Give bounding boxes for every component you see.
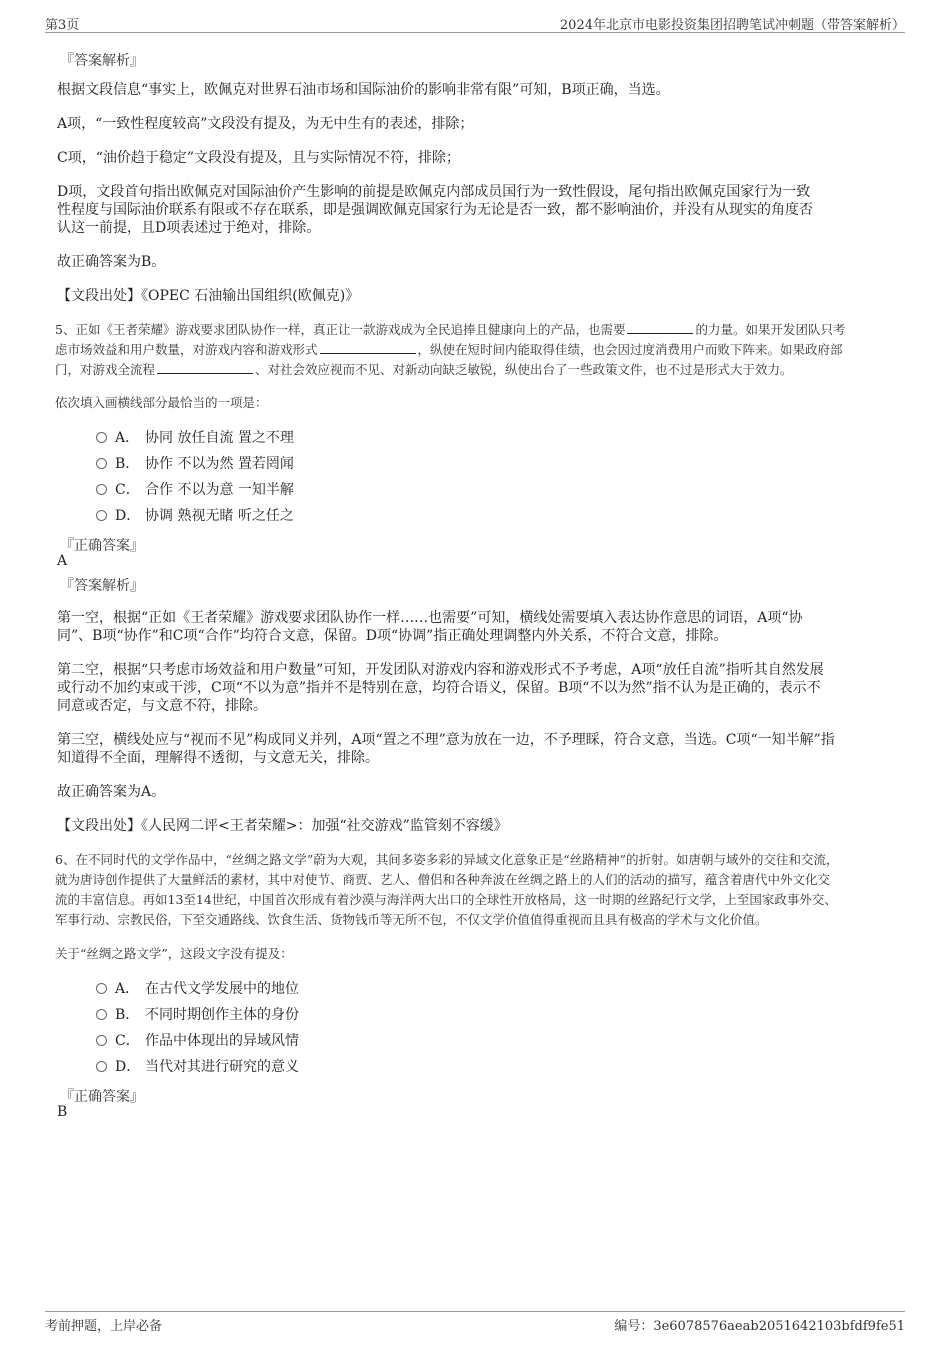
analysis-paragraph: 第一空，根据“正如《王者荣耀》游戏要求团队协作一样……也需要”可知，横线处需要填入表达协作意思的词语，A项“协 <box>57 610 803 626</box>
question-prompt: 关于“丝绸之路文学”，这段文字没有提及： <box>55 946 293 961</box>
analysis-label: 『答案解析』 <box>60 578 144 594</box>
option-b[interactable]: B． 不同时期创作主体的身份 <box>96 1003 299 1027</box>
question-prompt: 依次填入画横线部分最恰当的一项是： <box>55 395 268 410</box>
question-stem: 门，对游戏全流程 、对社会效应视而不见、对新动向缺乏敏锐，纵使出台了一些政策文件，也不过是形式大于效力。 <box>55 359 793 380</box>
option-a[interactable]: A． 协同 放任自流 置之不理 <box>96 426 294 450</box>
analysis-paragraph: 性程度与国际油价联系有限或不存在联系，即是强调欧佩克国家行为无论是否一致，都不影响油价，并没有从现实的角度否 <box>57 202 813 218</box>
question-stem: 5、正如《王者荣耀》游戏要求团队协作一样，真正让一款游戏成为全民追捧且健康向上的产品，也需要 的力量。如果开发团队只考 <box>55 319 845 340</box>
conclusion: 故正确答案为A。 <box>57 784 166 800</box>
option-c[interactable]: C． 作品中体现出的异域风情 <box>96 1029 299 1053</box>
option-a[interactable]: A． 在古代文学发展中的地位 <box>96 977 299 1001</box>
page-header <box>45 12 905 33</box>
answer-label: 『正确答案』 <box>60 538 144 554</box>
analysis-paragraph: 知道得不全面，理解得不透彻，与文意无关，排除。 <box>57 750 379 766</box>
option-d[interactable]: D． 协调 熟视无睹 听之任之 <box>96 504 294 528</box>
correct-answer: A <box>57 553 68 569</box>
radio-icon[interactable] <box>96 458 107 469</box>
source-citation: 【文段出处】《人民网二评<王者荣耀>：加强“社交游戏”监管刻不容缓》 <box>57 818 508 834</box>
radio-icon[interactable] <box>96 1009 107 1020</box>
radio-icon[interactable] <box>96 510 107 521</box>
analysis-paragraph: 根据文段信息“事实上，欧佩克对世界石油市场和国际油价的影响非常有限”可知，B项正确，当选。 <box>57 82 670 98</box>
analysis-paragraph: 或行动不加约束或干涉，C项“不以为意”指并不是特别在意，均符合语义，保留。B项“不以为然”指不认为是正确的，表示不 <box>57 680 821 696</box>
analysis-label: 『答案解析』 <box>60 53 144 69</box>
radio-icon[interactable] <box>96 983 107 994</box>
fill-blank <box>320 339 416 354</box>
analysis-paragraph: 第三空，横线处应与“视而不见”构成同义并列，A项“置之不理”意为放在一边，不予理睬，符合文意，当选。C项“一知半解”指 <box>57 732 835 748</box>
fill-blank <box>627 319 693 334</box>
answer-label: 『正确答案』 <box>60 1089 144 1105</box>
question-stem: 6、在不同时代的文学作品中，“丝绸之路文学”蔚为大观，其间多姿多彩的异域文化意象正是“丝路精神”的折射。如唐朝与域外的交往和交流， <box>55 852 839 867</box>
document-title: 2024年北京市电影投资集团招聘笔试冲刺题（带答案解析） <box>559 18 905 33</box>
analysis-paragraph: D项，文段首句指出欧佩克对国际油价产生影响的前提是欧佩克内部成员国行为一致性假设，尾句指出欧佩克国家行为一致 <box>57 184 811 200</box>
question-stem: 流的丰富信息。再如13至14世纪，中国首次形成有着沙漠与海洋两大出口的全球性开放格局，这一时期的丝路纪行文学，上至国家政事外交、 <box>55 892 837 907</box>
correct-answer: B <box>57 1104 68 1120</box>
option-b[interactable]: B． 协作 不以为然 置若罔闻 <box>96 452 294 476</box>
question-stem: 军事行动、宗教民俗，下至交通路线、饮食生活、货物钱币等无所不包，不仅文学价值值得重视而且具有极高的学术与文化价值。 <box>55 912 768 927</box>
source-citation: 【文段出处】《OPEC 石油输出国组织(欧佩克)》 <box>57 288 360 304</box>
question-stem: 虑市场效益和用户数量，对游戏内容和游戏形式 ，纵使在短时间内能取得佳绩，也会因过度消费用户而败下阵来。如果政府部 <box>55 339 843 360</box>
conclusion: 故正确答案为B。 <box>57 254 166 270</box>
radio-icon[interactable] <box>96 484 107 495</box>
radio-icon[interactable] <box>96 432 107 443</box>
analysis-paragraph: 第二空，根据“只考虑市场效益和用户数量”可知，开发团队对游戏内容和游戏形式不予考虑，A项“放任自流”指听其自然发展 <box>57 662 824 678</box>
analysis-paragraph: C项，“油价趋于稳定”文段没有提及，且与实际情况不符，排除； <box>57 150 461 166</box>
page-number: 第3页 <box>45 18 80 33</box>
option-c[interactable]: C． 合作 不以为意 一知半解 <box>96 478 294 502</box>
question-stem: 就为唐诗创作提供了大量鲜活的素材，其中对使节、商贾、艺人、僧侣和各种奔波在丝绸之路上的人们的活动的描写，蕴含着唐代中外文化交 <box>55 872 831 887</box>
radio-icon[interactable] <box>96 1035 107 1046</box>
analysis-paragraph: 同意或否定，与文意不符，排除。 <box>57 698 267 714</box>
document-code: 编号：3e6078576aeab2051642103bfdf9fe51 <box>614 1319 905 1334</box>
analysis-paragraph: 同”、B项“协作”和C项“合作”均符合文意，保留。D项“协调”指正确处理调整内外关系，不符合文意，排除。 <box>57 628 728 644</box>
radio-icon[interactable] <box>96 1061 107 1072</box>
option-d[interactable]: D． 当代对其进行研究的意义 <box>96 1055 299 1079</box>
analysis-paragraph: 认这一前提，且D项表述过于绝对，排除。 <box>57 220 321 236</box>
footer-note: 考前押题，上岸必备 <box>45 1319 163 1334</box>
fill-blank <box>157 359 253 374</box>
analysis-paragraph: A项，“一致性程度较高”文段没有提及，为无中生有的表述，排除； <box>57 116 474 132</box>
page-footer <box>45 1311 905 1332</box>
